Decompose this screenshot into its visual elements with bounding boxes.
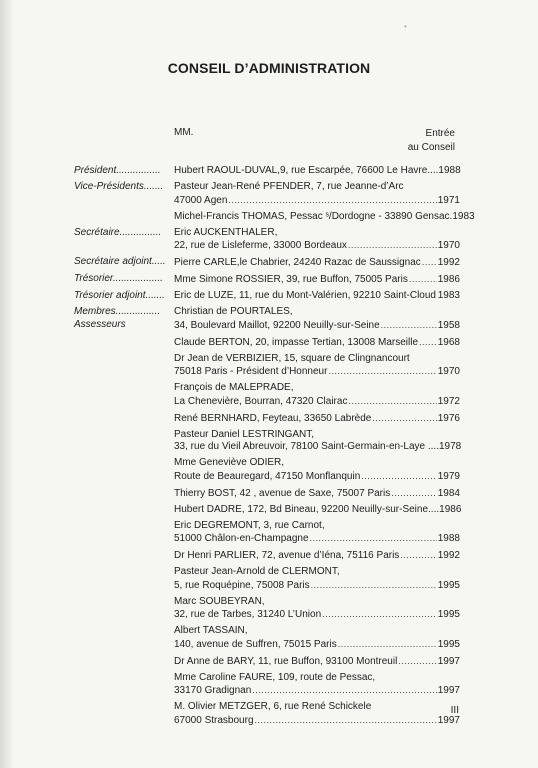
member-entry: [174, 549, 460, 563]
year-joined: 1997: [437, 655, 460, 667]
entry-line: [174, 596, 460, 609]
entry-line: [174, 625, 460, 638]
dot-leader: [338, 638, 437, 651]
dot-leader: [398, 655, 436, 668]
entry-line: [174, 194, 460, 208]
entry-line: [174, 165, 460, 178]
member-text: Hubert DADRE, 172, Bd Bineau, 92200 Neuilly-sur-Seine....: [174, 503, 440, 515]
member-entry: [174, 457, 460, 483]
entry-line: [174, 714, 460, 728]
entry-line: [174, 566, 460, 579]
member-text: M. Olivier METZGER, 6, rue René Schickele: [174, 701, 372, 712]
member-text: 140, avenue de Suffren, 75015 Paris: [174, 638, 337, 650]
member-entry: [174, 625, 460, 651]
entry-line: [174, 239, 460, 253]
dot-leader: [381, 319, 437, 332]
member-text: Eric AUCKENTHALER,: [174, 226, 278, 238]
member-text: Pasteur Jean-Arnold de CLERMONT,: [174, 566, 340, 577]
entry-line: [174, 701, 460, 714]
entry-line: [174, 210, 475, 224]
member-row: [74, 306, 460, 332]
member-entry: [174, 181, 460, 207]
year-joined: 1988: [437, 533, 460, 544]
entry-line: [174, 441, 460, 454]
year-joined: 1984: [437, 487, 460, 499]
member-row: [74, 382, 460, 408]
member-entry: [174, 566, 460, 592]
dot-leader: [311, 579, 437, 592]
member-entry: [174, 672, 460, 698]
entry-line: [174, 684, 460, 698]
member-row: [74, 165, 460, 178]
member-text: René BERNHARD, Feyteau, 33650 Labrède: [174, 412, 372, 424]
year-joined: 1992: [437, 550, 460, 561]
entry-line: [174, 429, 460, 442]
member-entry: [174, 227, 460, 253]
dot-leader: [391, 487, 437, 500]
dot-leader: [328, 365, 436, 378]
dot-leader: [409, 273, 437, 286]
member-row: [74, 353, 460, 379]
member-entry: [174, 306, 460, 332]
member-row: [74, 290, 460, 303]
dot-leader: [400, 549, 436, 562]
member-entry: [174, 210, 475, 224]
member-row: [74, 412, 460, 426]
entry-line: [174, 181, 460, 194]
member-text: 75018 Paris - Président d’Honneur: [174, 366, 328, 377]
member-row: [74, 549, 460, 563]
member-text: 22, rue de Lisleferme, 33000 Bordeaux: [174, 240, 347, 251]
page-edge-shadow: [0, 0, 14, 768]
member-entry: [174, 382, 460, 408]
year-joined: 1992: [437, 257, 460, 268]
entry-line: [174, 470, 460, 484]
member-text: Claude BERTON, 20, impasse Tertian, 13008 Marseille: [174, 336, 419, 348]
member-text: Dr Jean de VERBIZIER, 15, square de Clingnancourt: [174, 352, 410, 364]
member-entry: [174, 520, 460, 546]
member-row: [74, 227, 460, 253]
member-text: Eric de LUZE, 11, rue du Mont-Valérien, 92210 Saint-Cloud: [174, 290, 436, 301]
entry-line: [174, 336, 460, 350]
member-text: Pierre CARLE,le Chabrier, 24240 Razac de Saussignac: [174, 257, 421, 268]
member-row: [74, 273, 460, 287]
entry-line: [174, 457, 460, 470]
column-header-entree: [375, 127, 455, 155]
entry-line: [174, 353, 460, 366]
entry-line: [174, 290, 460, 303]
entry-line: [174, 504, 460, 517]
member-row: [74, 655, 460, 669]
year-joined: 1995: [437, 579, 460, 591]
entry-line: [174, 227, 460, 240]
dot-leader: [348, 239, 437, 252]
entry-line: [174, 412, 460, 426]
member-text: Christian de POURTALES,: [174, 306, 293, 317]
entry-line: [174, 579, 460, 593]
entry-line: [174, 256, 460, 270]
member-row: [74, 520, 460, 546]
member-entry: [174, 504, 460, 517]
member-row: [74, 504, 460, 517]
member-text: Pasteur Daniel LESTRINGANT,: [174, 428, 315, 440]
member-text: François de MALEPRADE,: [174, 382, 294, 393]
member-text: Pasteur Jean-René PFENDER, 7, rue Jeanne-d’Arc: [174, 181, 404, 192]
member-entry: [174, 165, 460, 178]
dot-leader: [322, 608, 437, 621]
role-label: Secrétaire...............: [74, 226, 162, 238]
year-joined: 1970: [437, 240, 460, 251]
year-joined: 1968: [437, 336, 460, 348]
column-header-entree-line2: au Conseil: [407, 142, 455, 153]
year-joined: 1978: [438, 441, 462, 452]
member-text: 51000 Châlon-en-Champagne: [174, 533, 309, 544]
member-entry: [174, 429, 460, 454]
member-text: Marc SOUBEYRAN,: [174, 595, 265, 607]
member-text: 67000 Strasbourg: [174, 714, 254, 726]
member-list: [74, 165, 475, 731]
entry-line: [174, 306, 460, 319]
year-joined: 1976: [437, 412, 460, 424]
member-text: 34, Boulevard Maillot, 92200 Neuilly-sur-Seine: [174, 319, 380, 331]
year-joined: 1988: [438, 165, 461, 176]
member-text: 5, rue Roquépine, 75008 Paris: [174, 579, 310, 591]
year-joined: 1972: [437, 395, 460, 407]
dot-leader: [361, 470, 437, 483]
year-joined: 1986: [439, 503, 462, 515]
entry-line: [174, 273, 460, 287]
member-text: 32, rue de Tarbes, 31240 L’Union: [174, 609, 322, 620]
member-row: [74, 566, 460, 592]
member-entry: [174, 336, 460, 350]
role-label: Président................: [74, 165, 161, 176]
entry-line: [174, 655, 460, 669]
year-joined: 1970: [437, 366, 460, 377]
member-text: Eric DEGREMONT, 3, rue Carnot,: [174, 519, 325, 531]
year-joined: 1997: [437, 714, 460, 726]
member-row: [74, 429, 460, 454]
member-row: [74, 625, 460, 651]
member-row: [74, 672, 460, 698]
year-joined: 1995: [437, 609, 460, 620]
role-label: Trésorier..................: [74, 273, 163, 284]
dot-leader: [252, 684, 436, 697]
member-text: Mme Simone ROSSIER, 39, rue Buffon, 75005 Paris: [174, 274, 408, 285]
year-joined: 1997: [437, 685, 460, 696]
member-text: Hubert RAOUL-DUVAL,9, rue Escarpée, 76600 Le Havre....: [174, 165, 439, 176]
year-joined: 1983: [452, 210, 475, 222]
member-row: [74, 701, 460, 727]
dot-leader: [422, 256, 437, 269]
entry-line: [174, 549, 460, 563]
entry-line: [174, 319, 460, 333]
year-joined: 1995: [437, 638, 460, 650]
role-label: Vice-Présidents.......: [74, 181, 164, 192]
member-text: Albert TASSAIN,: [174, 625, 248, 636]
member-text: 33170 Gradignan: [174, 685, 252, 696]
scan-speck: •: [404, 22, 407, 31]
page-title: CONSEIL D’ADMINISTRATION: [167, 60, 371, 76]
member-entry: [174, 655, 460, 669]
role-label: Membres................ Assesseurs: [74, 306, 161, 330]
dot-leader: [255, 714, 437, 727]
column-header-mm: MM.: [174, 127, 194, 138]
role-label: Trésorier adjoint.......: [74, 290, 165, 301]
member-text: Thierry BOST, 42 , avenue de Saxe, 75007 Paris: [174, 487, 391, 499]
member-text: 33, rue du Vieil Abreuvoir, 78100 Saint-Germain-en-Laye ....: [174, 441, 439, 452]
page-number: III: [450, 705, 459, 716]
year-joined: 1983: [437, 290, 460, 301]
dot-leader: [419, 336, 437, 349]
member-row: [74, 487, 460, 501]
member-row: [74, 256, 460, 270]
member-text: Michel-Francis THOMAS, Pessac ˢ/Dordogne - 33890 Gensac.: [174, 210, 453, 222]
year-joined: 1979: [437, 470, 460, 482]
dot-leader: [310, 532, 437, 545]
member-text: Dr Henri PARLIER, 72, avenue d’Iéna, 75116 Paris: [174, 550, 400, 561]
entry-line: [174, 365, 460, 379]
member-entry: [174, 412, 460, 426]
member-text: La Chenevière, Bourran, 47320 Clairac: [174, 395, 348, 407]
member-text: Mme Caroline FAURE, 109, route de Pessac,: [174, 671, 376, 683]
entry-line: [174, 608, 460, 622]
member-entry: [174, 353, 460, 379]
year-joined: 1986: [437, 274, 460, 285]
entry-line: [174, 520, 460, 533]
member-text: Dr Anne de BARY, 11, rue Buffon, 93100 Montreuil: [174, 655, 398, 667]
member-entry: [174, 487, 460, 501]
member-row: [74, 336, 460, 350]
member-entry: [174, 290, 460, 303]
role-label: Secrétaire adjoint.....: [74, 256, 166, 267]
member-entry: [174, 596, 460, 622]
member-row: [74, 596, 460, 622]
member-entry: [174, 701, 460, 727]
entry-line: [174, 672, 460, 685]
column-header-entree-line1: Entrée: [425, 128, 455, 139]
member-entry: [174, 273, 460, 287]
member-row: [74, 457, 460, 483]
entry-line: [174, 532, 460, 546]
member-row: [74, 210, 475, 224]
year-joined: 1958: [437, 319, 460, 331]
dot-leader: [228, 194, 436, 207]
dot-leader: [372, 412, 436, 425]
member-text: Route de Beauregard, 47150 Monflanquin: [174, 470, 361, 482]
entry-line: [174, 638, 460, 652]
member-entry: [174, 256, 460, 270]
dot-leader: [348, 395, 436, 408]
member-row: [74, 181, 460, 207]
year-joined: 1971: [437, 194, 460, 206]
entry-line: [174, 382, 460, 395]
entry-line: [174, 395, 460, 409]
entry-line: [174, 487, 460, 501]
member-text: Mme Geneviève ODIER,: [174, 457, 285, 468]
member-text: 47000 Agen: [174, 194, 228, 206]
